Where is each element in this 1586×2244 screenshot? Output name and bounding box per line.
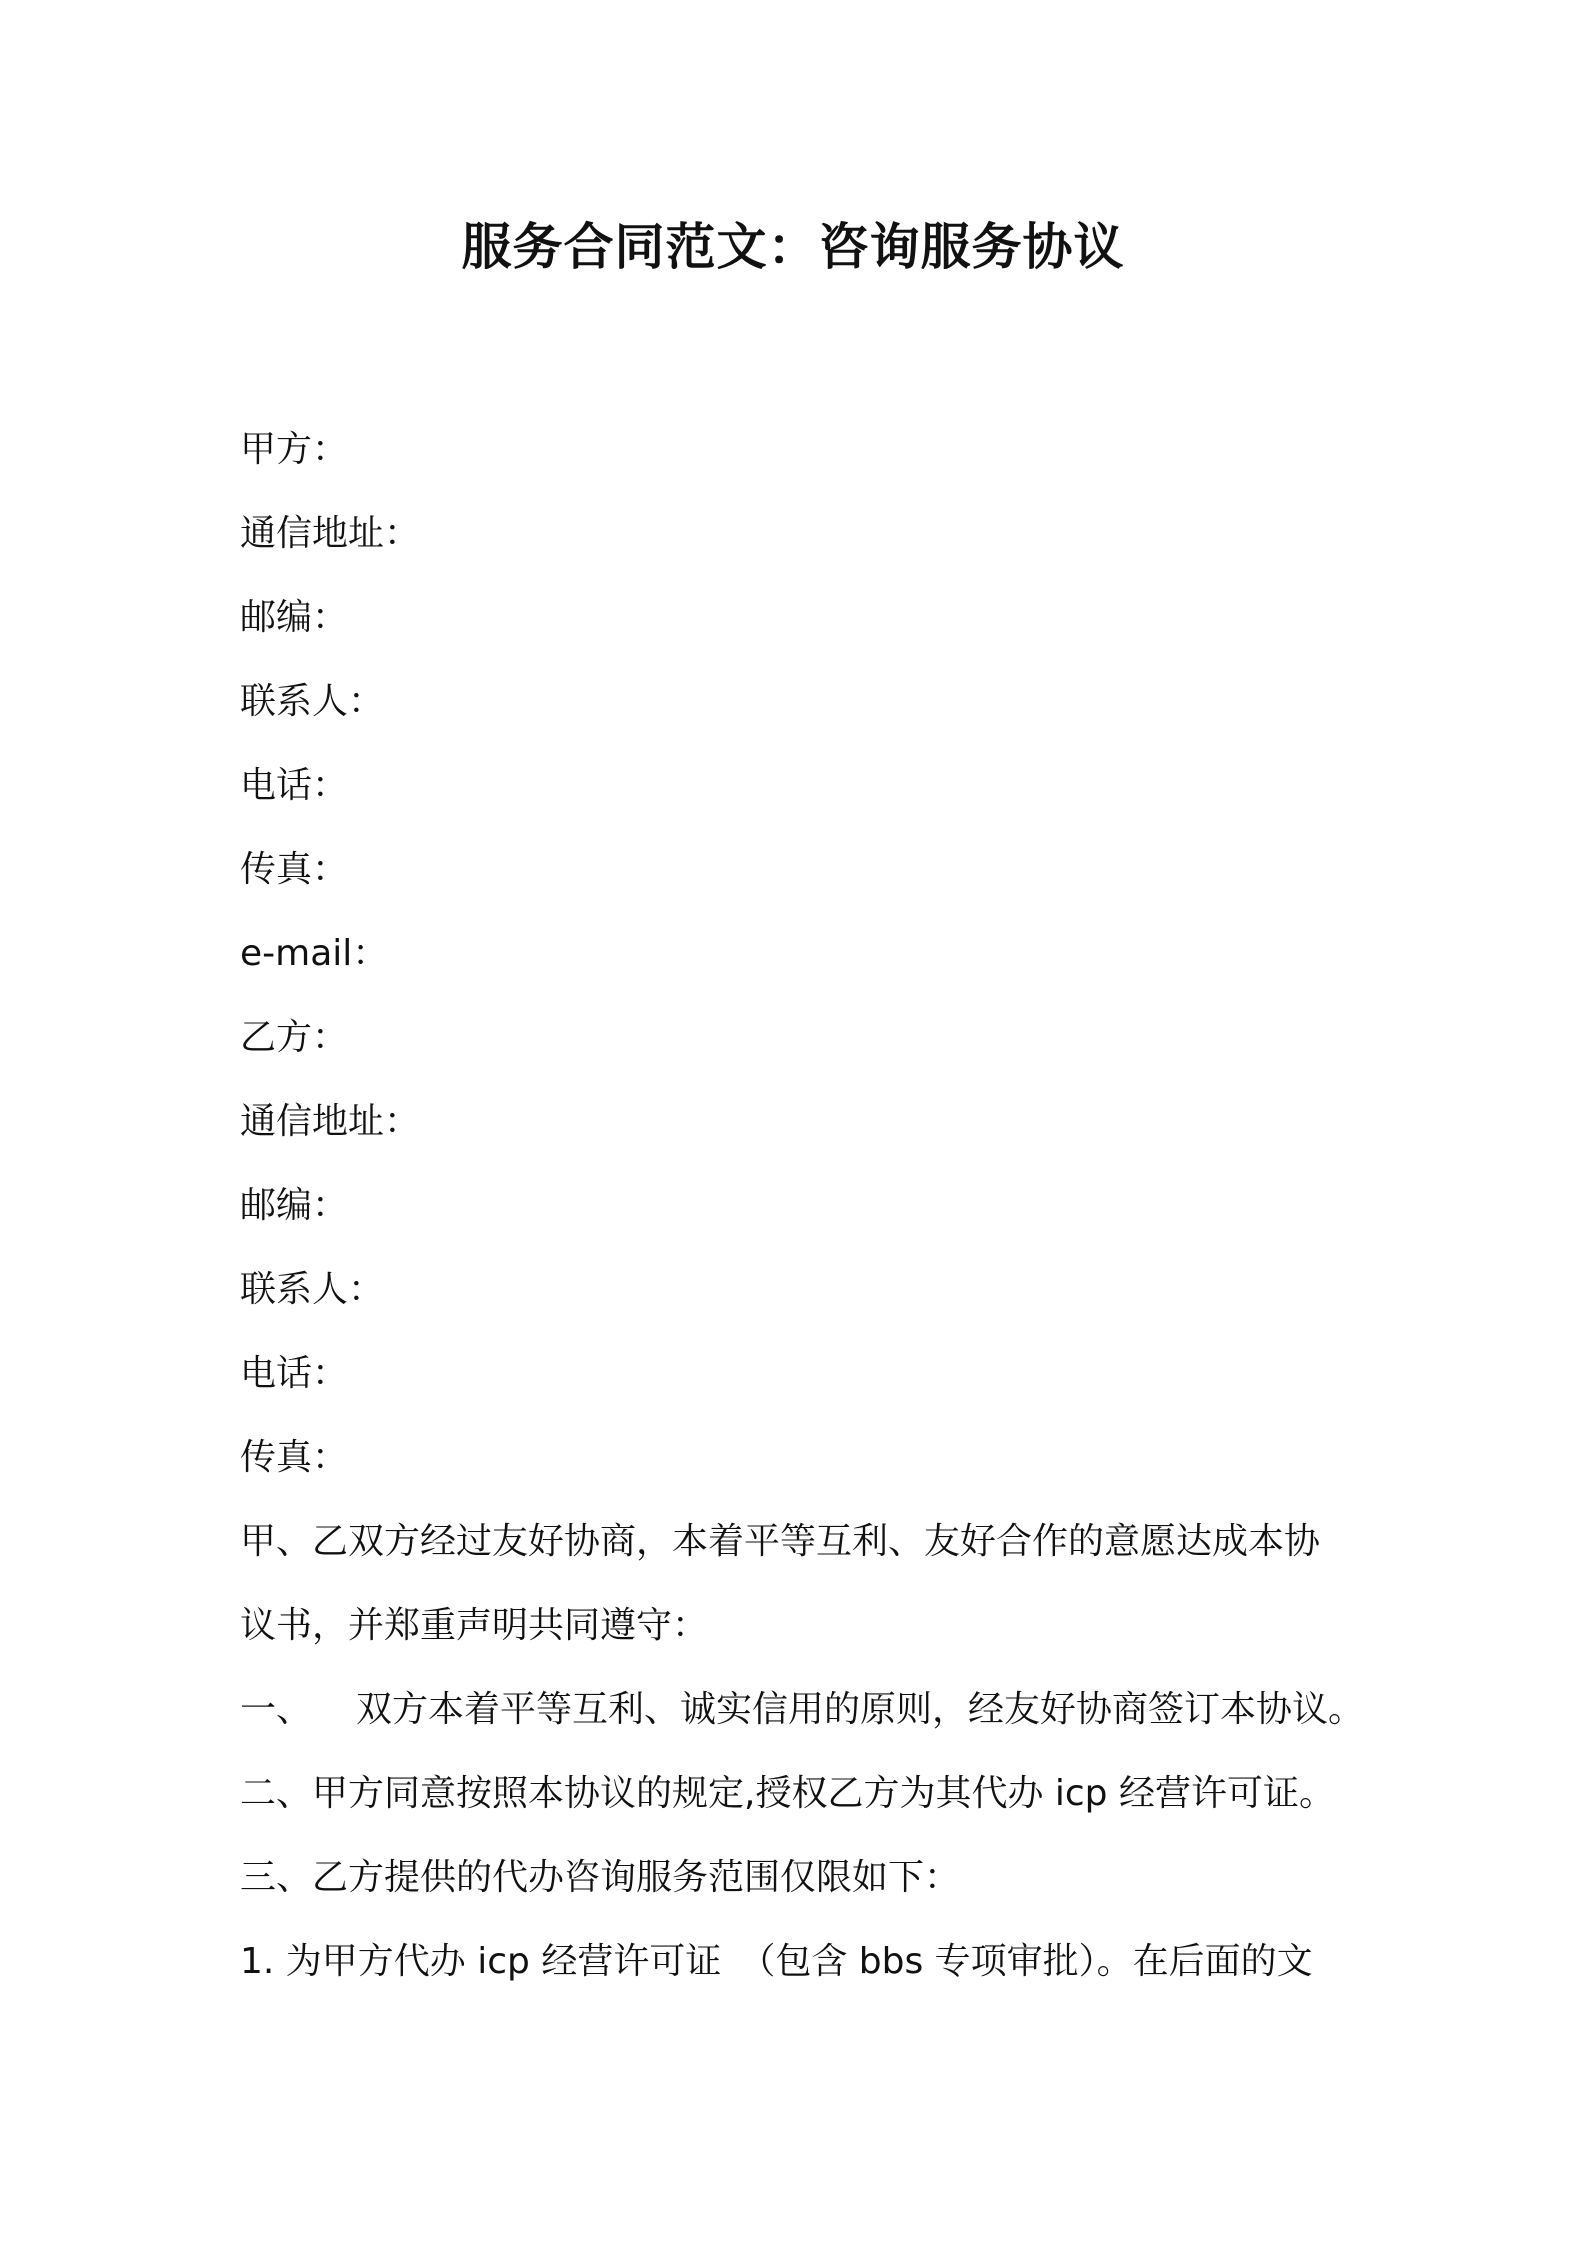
- party-b-address: 通信地址：: [240, 1101, 421, 1142]
- document-body: [240, 408, 1380, 2004]
- party-b-fax: 传真：: [240, 1437, 349, 1478]
- clause-1-text: 双方本着平等互利、诚实信用的原则，经友好协商签订本协议。: [356, 1689, 1365, 1730]
- party-a-label: 甲方：: [240, 429, 349, 470]
- party-a-email: e-mail：: [240, 933, 389, 974]
- intro-line-1: 甲、乙双方经过友好协商，本着平等互利、友好合作的意愿达成本协: [240, 1521, 1321, 1562]
- party-b-contact: 联系人：: [240, 1269, 385, 1310]
- document-title: 服务合同范文：咨询服务协议: [461, 218, 1125, 276]
- party-b-label: 乙方：: [240, 1017, 349, 1058]
- clause-1: [240, 1668, 1380, 1752]
- clause-2: 二、甲方同意按照本协议的规定,授权乙方为其代办 icp 经营许可证。: [240, 1773, 1335, 1814]
- intro-line-2: 议书，并郑重声明共同遵守：: [240, 1605, 709, 1646]
- party-a-phone: 电话：: [240, 765, 349, 806]
- party-b-postcode: 邮编：: [240, 1185, 349, 1226]
- party-a-postcode: 邮编：: [240, 597, 349, 638]
- party-a-address: 通信地址：: [240, 513, 421, 554]
- intro-paragraph: [240, 1500, 1380, 1668]
- clause-3: 三、乙方提供的代办咨询服务范围仅限如下：: [240, 1857, 961, 1898]
- party-a-fax: 传真：: [240, 849, 349, 890]
- item-1: 1. 为甲方代办 icp 经营许可证 （包含 bbs 专项审批）。在后面的文: [240, 1941, 1313, 1982]
- party-a-contact: 联系人：: [240, 681, 385, 722]
- party-b-phone: 电话：: [240, 1353, 349, 1394]
- clause-1-number: 一、: [240, 1689, 313, 1730]
